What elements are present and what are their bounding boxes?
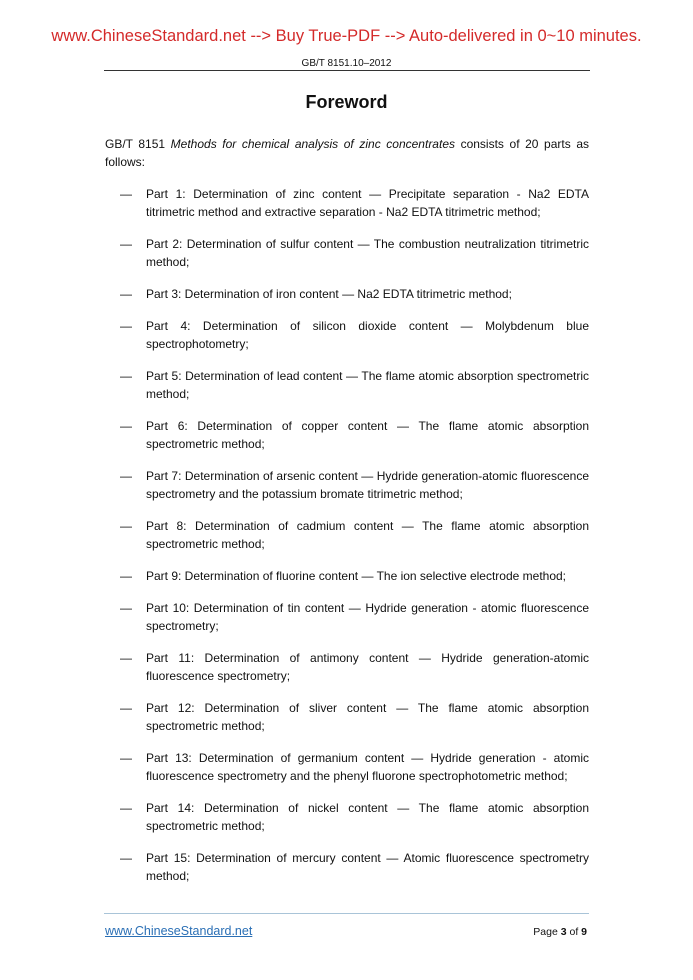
running-header: GB/T 8151.10–2012 [301, 58, 392, 69]
list-item [105, 599, 589, 635]
list-item [105, 567, 589, 585]
dash-bullet: — [120, 469, 132, 483]
dash-bullet: — [120, 287, 132, 301]
total-pages: 9 [581, 926, 587, 938]
page-title: Foreword [305, 92, 388, 112]
list-item-text: Part 14: Determination of nickel content — The flame atomic absorption spectrometric method; [146, 801, 589, 833]
list-item-text: Part 15: Determination of mercury content — Atomic fluorescence spectrometry method; [146, 851, 589, 883]
footer-link[interactable]: www.ChineseStandard.net [105, 924, 253, 938]
intro-paragraph [105, 135, 589, 171]
of-word: of [566, 926, 582, 938]
list-item-text: Part 4: Determination of silicon dioxide content — Molybdenum blue spectrophotometry; [146, 319, 589, 351]
intro-prefix: GB/T 8151 [105, 137, 171, 151]
list-item-text: Part 2: Determination of sulfur content — The combustion neutralization titrimetric method; [146, 237, 589, 269]
page-word: Page [533, 926, 561, 938]
list-item-text: Part 5: Determination of lead content — The flame atomic absorption spectrometric method; [146, 369, 589, 401]
promo-banner[interactable]: www.ChineseStandard.net --> Buy True-PDF --> Auto-delivered in 0~10 minutes. [51, 27, 642, 45]
dash-bullet: — [120, 801, 132, 815]
list-item [105, 317, 589, 353]
list-item [105, 699, 589, 735]
list-item [105, 367, 589, 403]
list-item-text: Part 1: Determination of zinc content — Precipitate separation - Na2 EDTA titrimetric method and extractive separation - Na2 EDTA titrimetric method; [146, 187, 589, 219]
list-item-text: Part 10: Determination of tin content — Hydride generation - atomic fluorescence spectrometry; [146, 601, 589, 633]
intro-suffix: consists of 20 parts as follows: [105, 137, 589, 169]
header-rule [104, 70, 590, 71]
dash-bullet: — [120, 601, 132, 615]
list-item [105, 417, 589, 453]
dash-bullet: — [120, 651, 132, 665]
dash-bullet: — [120, 701, 132, 715]
dash-bullet: — [120, 419, 132, 433]
list-item-text: Part 3: Determination of iron content — Na2 EDTA titrimetric method; [146, 287, 512, 301]
list-item [105, 185, 589, 221]
list-item-text: Part 13: Determination of germanium content — Hydride generation - atomic fluorescence spectrometry and the phenyl fluorone spectrophotometric method; [146, 751, 589, 783]
list-item-text: Part 6: Determination of copper content — The flame atomic absorption spectrometric method; [146, 419, 589, 451]
page-number [533, 926, 587, 938]
list-item-text: Part 8: Determination of cadmium content — The flame atomic absorption spectrometric method; [146, 519, 589, 551]
dash-bullet: — [120, 369, 132, 383]
list-item [105, 749, 589, 785]
list-item [105, 649, 589, 685]
intro-italic-title: Methods for chemical analysis of zinc concentrates [170, 137, 455, 151]
parts-list [105, 185, 589, 899]
current-page: 3 [560, 926, 567, 938]
dash-bullet: — [120, 187, 132, 201]
list-item [105, 235, 589, 271]
list-item-text: Part 9: Determination of fluorine content — The ion selective electrode method; [146, 569, 567, 583]
dash-bullet: — [120, 519, 132, 533]
list-item [105, 467, 589, 503]
footer-rule [104, 913, 589, 914]
list-item [105, 285, 589, 303]
list-item-text: Part 7: Determination of arsenic content — Hydride generation-atomic fluorescence spectrometry and the potassium bromate titrimetric method; [146, 469, 589, 501]
list-item [105, 799, 589, 835]
list-item [105, 517, 589, 553]
dash-bullet: — [120, 319, 132, 333]
dash-bullet: — [120, 851, 132, 865]
dash-bullet: — [120, 569, 132, 583]
list-item [105, 849, 589, 885]
list-item-text: Part 12: Determination of sliver content — The flame atomic absorption spectrometric method; [146, 701, 589, 733]
list-item-text: Part 11: Determination of antimony content — Hydride generation-atomic fluorescence spectrometry; [146, 651, 589, 683]
dash-bullet: — [120, 751, 132, 765]
dash-bullet: — [120, 237, 132, 251]
